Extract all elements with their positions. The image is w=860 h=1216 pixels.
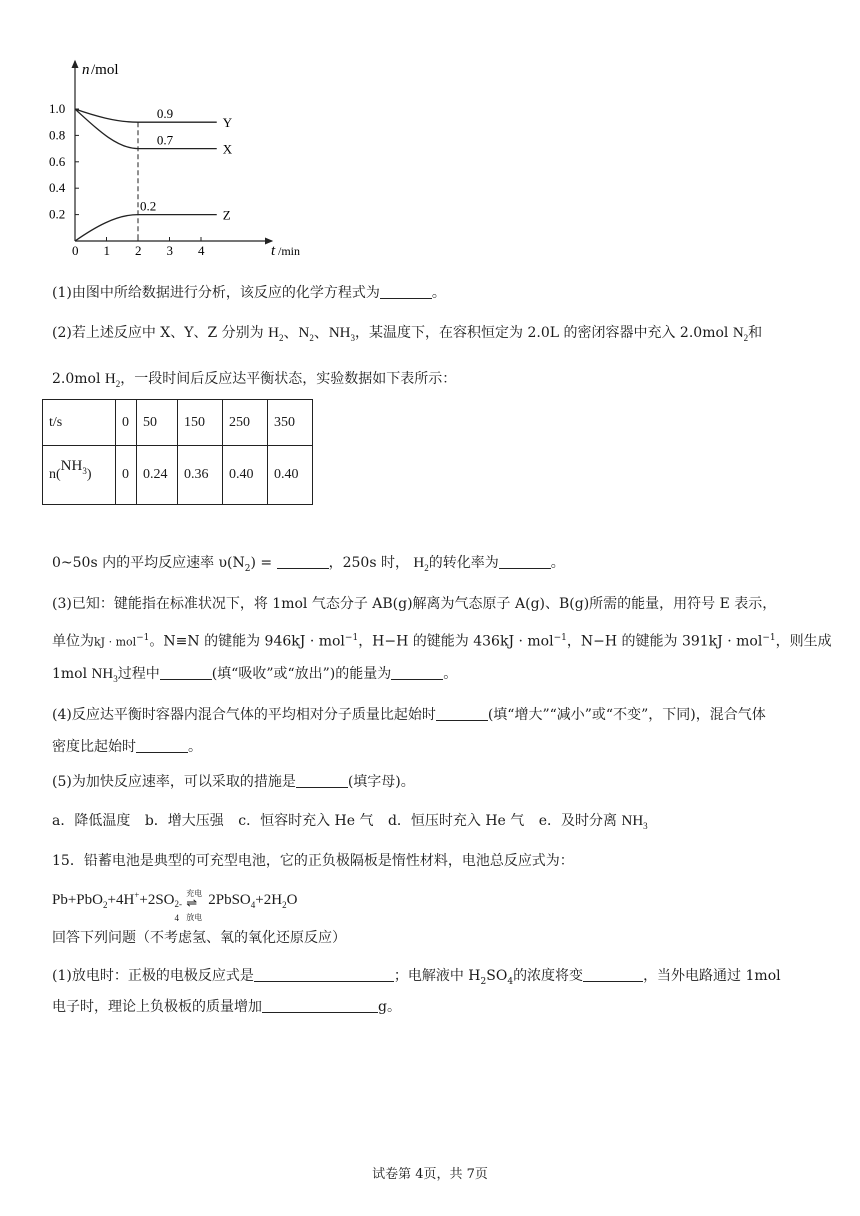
q5-answer-blank[interactable]: [296, 773, 348, 788]
option-e: e．及时分离: [538, 813, 618, 829]
data-table: [42, 399, 313, 505]
q3-text-2c: ，H−H 的键能为 436kJ · mol: [358, 633, 554, 650]
question-3-line-3: [52, 664, 457, 689]
eq-part: +2H: [255, 892, 283, 908]
question-3-line-1: [52, 594, 776, 614]
chem-nh3: NH: [621, 813, 644, 829]
battery-equation: [52, 885, 298, 923]
sub: 2: [102, 900, 108, 910]
question-4-line-1: [52, 705, 766, 725]
chem-nh3: NH: [60, 458, 83, 474]
options-line: [52, 811, 648, 836]
q15-text-c: SO: [486, 968, 508, 984]
y-tick-label: 0.8: [49, 127, 66, 143]
x-tick-label: 4: [198, 243, 205, 258]
rate-text-a: 0~50s 内的平均反应速率 υ(N: [52, 555, 245, 571]
sub: 2: [278, 333, 284, 343]
q3-text-2b: 。N≡N 的键能为 946kJ · mol: [149, 633, 345, 650]
series-line-y: [75, 109, 217, 122]
q3-text-2d: ，N−H 的键能为 391kJ · mol: [566, 633, 763, 650]
unit-kj-mol: kJ · mol: [94, 635, 137, 649]
y-tick-label: 0.4: [49, 180, 66, 196]
question-15-part-2: [52, 997, 401, 1017]
x-tick-label: 0: [72, 243, 79, 258]
q2-text-b: ，某温度下，在容积恒定为 2.0L 的密闭容器中充入 2.0mol: [355, 325, 729, 341]
q4-text-1a: (4)反应达平衡时容器内混合气体的平均相对分子质量比起始时: [52, 707, 436, 723]
conversion-answer-blank[interactable]: [499, 554, 551, 569]
table-header-cell: t/s: [43, 400, 116, 446]
q3-text-3d: 。: [443, 666, 458, 682]
q15-text-g: g。: [378, 999, 401, 1015]
page-footer: 试卷第 4页，共 7页: [372, 1167, 488, 1182]
q4-text-2b: 。: [188, 739, 202, 755]
sub: 2: [244, 563, 251, 574]
sub: 3: [350, 333, 356, 343]
table-row: [43, 400, 313, 446]
chem-n2: N: [732, 325, 744, 341]
sub: 4: [250, 900, 256, 910]
sup: 2-: [174, 899, 182, 909]
series-line-z: [75, 215, 217, 241]
x-tick-label: 3: [166, 243, 173, 258]
q2-text-e: ，一段时间后反应达平衡状态，实验数据如下表所示：: [120, 371, 457, 387]
table-cell: 0.40: [223, 446, 268, 505]
data-label-x: 0.7: [156, 132, 174, 148]
x-axis-var: t: [271, 243, 276, 259]
rate-text-e: 。: [550, 555, 565, 571]
sub: 3: [643, 821, 648, 831]
q2-text-c: 和: [748, 325, 763, 341]
electrode-reaction-blank[interactable]: [254, 967, 394, 982]
table-cell: 0.40: [268, 446, 313, 505]
question-2-line-1: (2)若上述反应中 X、Y、Z 分别为 $H_2$、$N_2$、$NH_3$，某温度下，在容积恒定为 2.0L 的密闭容器中充入 2.0mol $N_2$和: [52, 325, 763, 343]
q3-text-2e: ，则生成: [775, 633, 832, 650]
rate-answer-blank[interactable]: [277, 554, 329, 569]
q15-text-d: 的浓度将变: [513, 968, 584, 984]
q5-text-b: (填字母)。: [347, 774, 415, 790]
question-1: [52, 283, 446, 303]
q3-text-2a: 单位为: [52, 633, 94, 650]
reversible-arrow: [186, 888, 208, 922]
x-tick-label: 1: [103, 243, 110, 258]
question-2-line-2: [52, 369, 456, 394]
eq-part: O: [286, 892, 298, 908]
q15-text-e: ，当外电路通过 1mol: [643, 968, 781, 984]
row-label-suffix: ): [86, 467, 92, 482]
q15-text-b: ；电解液中 H: [393, 968, 481, 984]
q4-molar-mass-blank[interactable]: [436, 706, 488, 721]
charge-label: 充电: [186, 888, 203, 898]
q3-text-1: (3)已知：键能指在标准状况下，将 1mol 气态分子 AB(g)解离为气态原子 A(g)、B(g)所需的能量，用符号 E 表示，: [52, 596, 777, 612]
q3-energy-blank[interactable]: [391, 665, 443, 680]
eq-part: Pb+PbO: [52, 892, 103, 908]
series-name-z: Z: [222, 207, 231, 223]
table-row: [43, 446, 313, 505]
q2-text-a: (2)若上述反应中 X、Y、Z 分别为: [52, 325, 264, 341]
table-header-cell: 350: [268, 400, 313, 446]
sub: 4: [174, 913, 179, 923]
sub: 2: [743, 333, 749, 343]
sub: 3: [113, 674, 118, 684]
eq-part: +4H: [107, 892, 135, 908]
table-header-cell: 150: [178, 400, 223, 446]
sub: 4: [507, 976, 514, 987]
x-tick-label: 2: [135, 243, 142, 258]
table-header-cell: 0: [116, 400, 137, 446]
y-axis-unit: /mol: [91, 62, 119, 78]
chem-n2: N: [298, 325, 310, 341]
q15-title: 15．铅蓄电池是典型的可充型电池，它的正负极隔板是惰性材料，电池总反应式为：: [52, 853, 574, 869]
series-name-y: Y: [222, 115, 233, 131]
series-line-x: [75, 109, 217, 149]
sub: 3: [82, 466, 87, 476]
sub: 2: [282, 900, 287, 910]
q2-text-d: 2.0mol: [52, 371, 101, 387]
q3-text-3a: 1mol: [52, 666, 88, 682]
mass-increase-blank[interactable]: [262, 998, 378, 1013]
sup: +: [134, 890, 140, 900]
line-chart: [40, 55, 330, 265]
q1-end: 。: [431, 285, 446, 301]
equilibrium-arrow-icon: ⇌: [186, 894, 198, 910]
table-cell: 0.24: [137, 446, 178, 505]
sub: 2: [424, 563, 429, 573]
option-a: a．降低温度: [52, 813, 131, 829]
question-15-note: [52, 928, 346, 948]
sup: −1: [136, 633, 150, 643]
sub: 2: [309, 333, 314, 343]
table-cell: 0: [116, 446, 137, 505]
q4-text-1b: (填“增大”“减小”或“不变”，下同)，混合气体: [487, 707, 766, 723]
question-15-part-1: [52, 966, 781, 992]
chem-h2: H: [104, 371, 116, 387]
chem-h2: H: [268, 325, 279, 341]
data-label-y: 0.9: [156, 106, 174, 122]
chem-nh3: NH: [328, 325, 351, 341]
q15-text-f: 电子时，理论上负极板的质量增加: [52, 999, 262, 1015]
x-axis-unit: /min: [278, 244, 301, 258]
q3-absorb-release-blank[interactable]: [160, 665, 212, 680]
sup: −1: [762, 633, 776, 643]
discharge-label: 放电: [186, 912, 203, 922]
table-header-cell: 50: [137, 400, 178, 446]
table-cell: 0.36: [178, 446, 223, 505]
q5-text-a: (5)为加快反应速率，可以采取的措施是: [52, 774, 296, 790]
y-tick-label: 0.6: [49, 153, 66, 169]
question-15-title: [52, 851, 574, 871]
sub: 2: [480, 976, 487, 987]
question-5: [52, 772, 415, 792]
row-label-prefix: n(: [49, 467, 61, 482]
rate-text-b: ) =: [250, 555, 273, 571]
y-tick-label: 0.2: [49, 206, 66, 222]
q1-text: (1)由图中所给数据进行分析，该反应的化学方程式为: [52, 285, 380, 301]
chem-h2: H: [413, 555, 425, 571]
data-label-z: 0.2: [140, 198, 157, 214]
q15-text-a: (1)放电时：正极的电极反应式是: [52, 968, 254, 984]
series-name-x: X: [222, 141, 233, 157]
q4-density-blank[interactable]: [136, 738, 188, 753]
eq-part: 2PbSO: [208, 892, 251, 908]
chem-nh3: NH: [91, 666, 114, 682]
rate-text-c: ，250s 时，: [328, 555, 409, 571]
sup: −1: [553, 633, 567, 643]
question-4-line-2: [52, 737, 202, 757]
q3-text-3b: 过程中: [117, 666, 160, 682]
rate-line: [52, 553, 565, 579]
option-b: b．增大压强: [144, 813, 224, 829]
table-row-label: [43, 446, 116, 505]
sub: 2: [115, 379, 121, 389]
option-d: d．恒压时充入 He 气: [387, 813, 525, 829]
rate-text-d: 的转化率为: [428, 555, 499, 571]
q3-text-3c: (填“吸收”或“放出”)的能量为: [211, 666, 392, 682]
q15-note: 回答下列问题（不考虑氢、氧的氧化还原反应）: [52, 930, 346, 946]
y-axis-var: n: [82, 62, 90, 78]
option-c: c．恒容时充入 He 气: [238, 813, 374, 829]
sup: −1: [344, 633, 359, 643]
q4-text-2a: 密度比起始时: [52, 739, 136, 755]
table-header-cell: 250: [223, 400, 268, 446]
concentration-blank[interactable]: [583, 967, 643, 982]
question-3-line-2: [52, 628, 832, 653]
y-tick-label: 1.0: [49, 101, 66, 116]
q1-answer-blank[interactable]: [380, 284, 432, 299]
eq-part: +2SO: [139, 892, 175, 908]
